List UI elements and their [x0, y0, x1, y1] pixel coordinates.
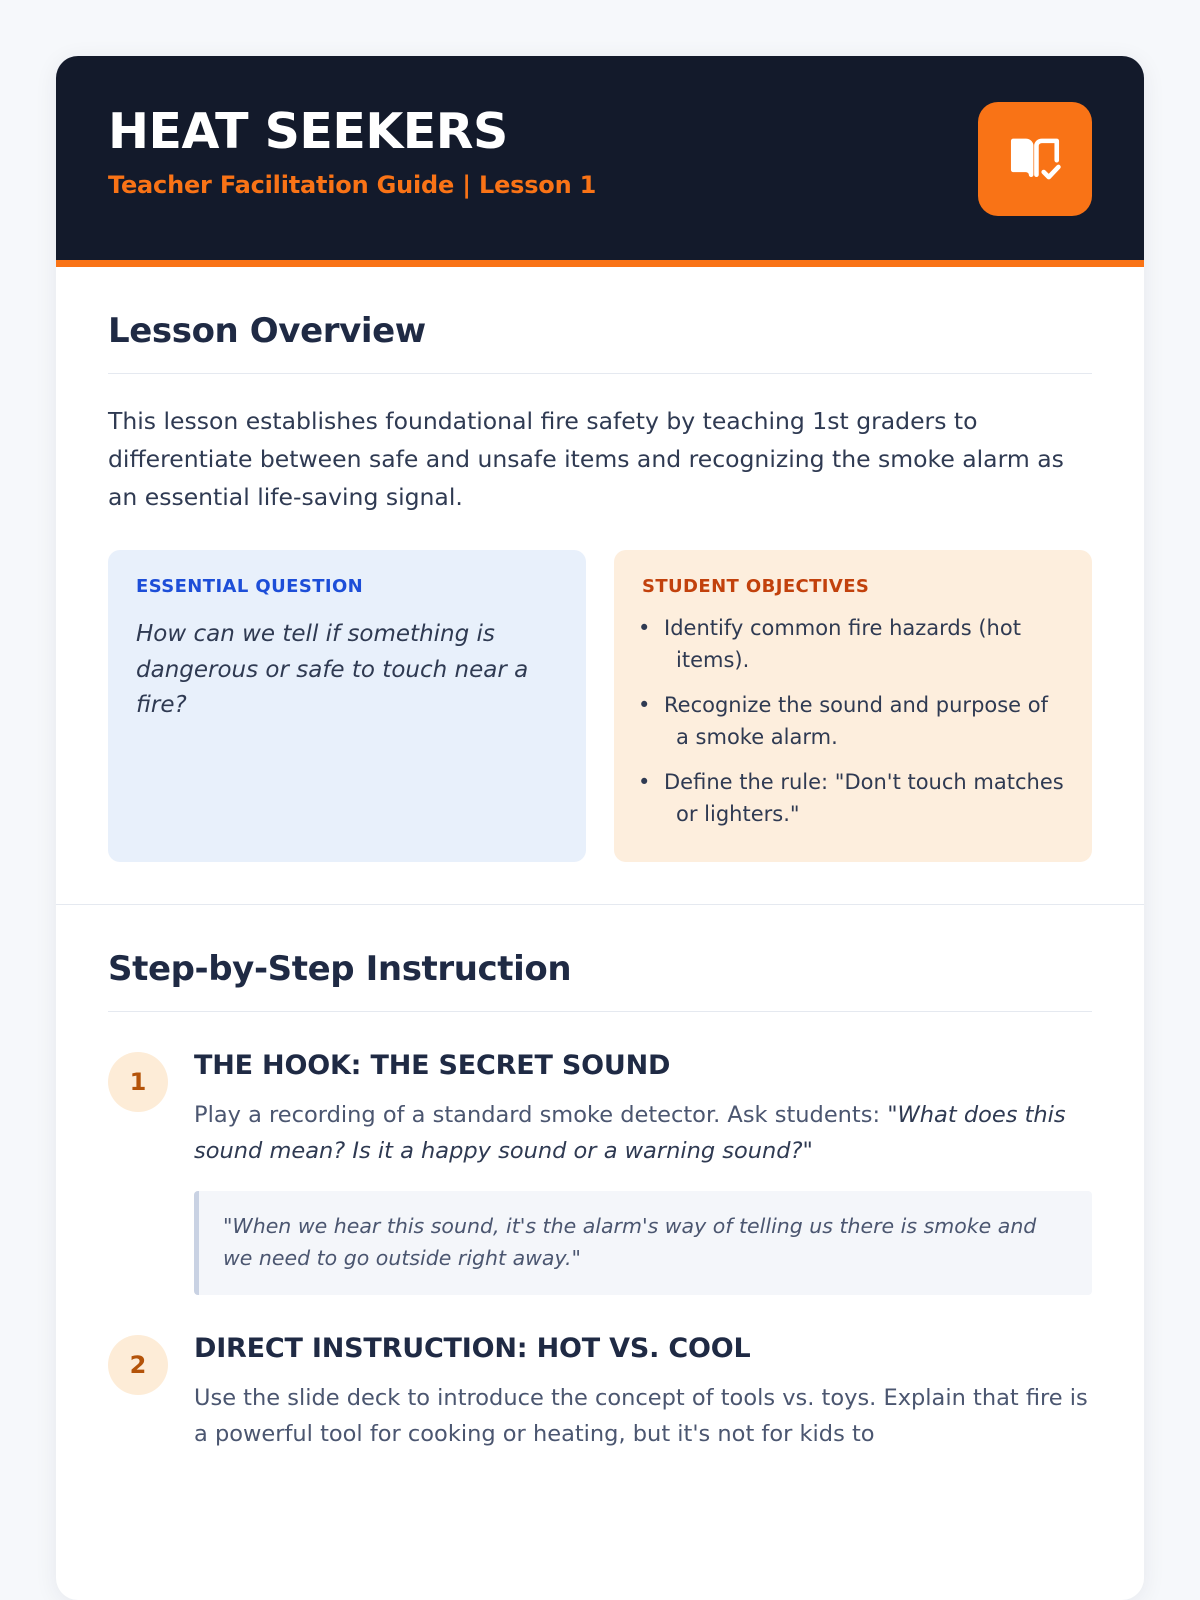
instruction-step: [108, 1050, 1092, 1295]
instruction-step: [108, 1333, 1092, 1452]
step-title: THE HOOK: THE SECRET SOUND: [194, 1050, 671, 1082]
step-number-badge: 2: [108, 1335, 168, 1395]
list-item: • Define the rule: "Don't touch matches or lighters.": [642, 767, 1064, 830]
step-description: [194, 1097, 1092, 1169]
callout-row: [108, 550, 1092, 862]
step-content: [194, 1333, 1092, 1452]
essential-question-text: How can we tell if something is dangerous or safe to touch near a fire?: [136, 621, 529, 719]
student-objectives-callout: [614, 550, 1092, 862]
page-subtitle: Teacher Facilitation Guide | Lesson 1: [108, 171, 597, 200]
book-check-icon: [978, 102, 1092, 216]
list-item: • Identify common fire hazards (hot items).: [642, 613, 1064, 676]
step-title: DIRECT INSTRUCTION: HOT VS. COOL: [194, 1332, 751, 1364]
list-item: • Recognize the sound and purpose of a smoke alarm.: [642, 690, 1064, 753]
lesson-overview-section: [56, 267, 1144, 904]
instruction-section: [56, 904, 1144, 1494]
section-heading-overview: Lesson Overview: [108, 311, 426, 351]
document-header: [56, 56, 1144, 267]
header-title-block: [108, 102, 596, 199]
essential-question-label: ESSENTIAL QUESTION: [136, 576, 364, 598]
student-objectives-label: STUDENT OBJECTIVES: [642, 576, 870, 598]
essential-question-callout: [108, 550, 586, 862]
heading-divider: [108, 373, 1092, 374]
step-content: [194, 1050, 1092, 1295]
guide-card: [56, 56, 1144, 1600]
step-number-badge: 1: [108, 1052, 168, 1112]
step-description-quote: "What does this sound mean? Is it a happy sound or a warning sound?": [194, 1102, 1066, 1165]
overview-body-text: This lesson establishes foundational fire safety by teaching 1st graders to differentiate between safe and unsafe items and recognizing the smoke alarm as an essential life-saving signal.: [108, 407, 1064, 512]
step-description-plain: Play a recording of a standard smoke detector. Ask students:: [194, 1102, 888, 1129]
section-heading-instruction: Step-by-Step Instruction: [108, 949, 572, 990]
heading-divider: [108, 1011, 1092, 1012]
teacher-script-quote: "When we hear this sound, it's the alarm's way of telling us there is smoke and we need to go outside right away.": [194, 1191, 1092, 1295]
step-description: Use the slide deck to introduce the concept of tools vs. toys. Explain that fire is a powerful tool for cooking or heating, but it's not for kids to: [194, 1384, 1088, 1447]
objectives-list: [642, 613, 1064, 830]
page-title: HEAT SEEKERS: [108, 103, 508, 160]
